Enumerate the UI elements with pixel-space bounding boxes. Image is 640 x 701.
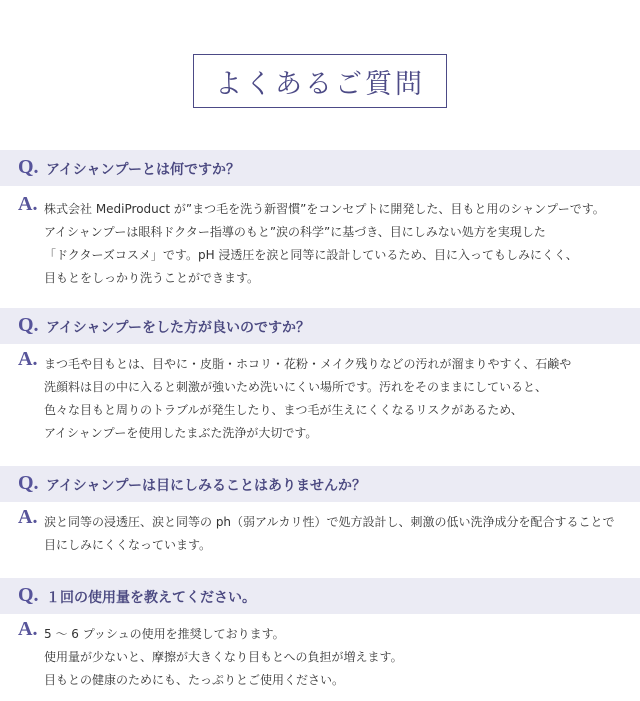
answer-line: アイシャンプーを使用したまぶた洗浄が大切です。 (44, 426, 318, 440)
answer-line: 色々な目もと周りのトラブルが発生したり、まつ毛が生えにくくなるリスクがあるため、 (44, 403, 523, 417)
answer-line: 使用量が少ないと、摩擦が大きくなり目もとへの負担が増えます。 (44, 650, 403, 664)
question-mark-label: Q. (18, 584, 39, 606)
page-title-box (193, 54, 447, 108)
answer-line: 「ドクターズコスメ」です。pH 浸透圧を涙と同等に設計しているため、目に入ってもしみにくく、 (44, 248, 578, 262)
answer-line: 目もとの健康のためにも、たっぷりとご使用ください。 (44, 673, 345, 687)
answer-mark-label: A. (18, 348, 38, 370)
question-mark-label: Q. (18, 314, 39, 336)
faq-question-bar (0, 466, 640, 502)
answer-line: 涙と同等の浸透圧、涙と同等の ph（弱アルカリ性）で処方設計し、刺激の低い洗浄成分を配合することで (44, 515, 615, 529)
answer-line: アイシャンプーは眼科ドクター指導のもと”涙の科学”に基づき、目にしみない処方を実現した (44, 225, 546, 239)
faq-question-bar (0, 150, 640, 186)
faq-question: アイシャンプーとは何ですか？ (46, 162, 241, 178)
faq-question: アイシャンプーをした方が良いのですか？ (46, 320, 311, 336)
answer-mark-label: A. (18, 193, 38, 215)
answer-line: 5 ～ 6 プッシュの使用を推奨しております。 (44, 627, 285, 641)
answer-line: 株式会社 MediProduct が”まつ毛を洗う新習慣”をコンセプトに開発した、目もと用のシャンプーです。 (44, 202, 605, 216)
answer-mark-label: A. (18, 506, 38, 528)
answer-line: 目もとをしっかり洗うことができます。 (44, 271, 260, 285)
faq-question: アイシャンプーは目にしみることはありませんか？ (46, 478, 367, 494)
answer-mark-label: A. (18, 618, 38, 640)
faq-question-bar (0, 578, 640, 614)
question-mark-label: Q. (18, 472, 39, 494)
answer-line: 目にしみにくくなっています。 (44, 538, 212, 552)
page-title: よくあるご質問 (215, 68, 425, 100)
answer-line: まつ毛や目もとは、目やに・皮脂・ホコリ・花粉・メイク残りなどの汚れが溜まりやすく、石鹸や (44, 357, 572, 371)
faq-question-bar (0, 308, 640, 344)
faq-question: １回の使用量を教えてください。 (46, 590, 256, 606)
answer-line: 洗顔料は目の中に入ると刺激が強いため洗いにくい場所です。汚れをそのままにしていると、 (44, 380, 548, 394)
question-mark-label: Q. (18, 156, 39, 178)
